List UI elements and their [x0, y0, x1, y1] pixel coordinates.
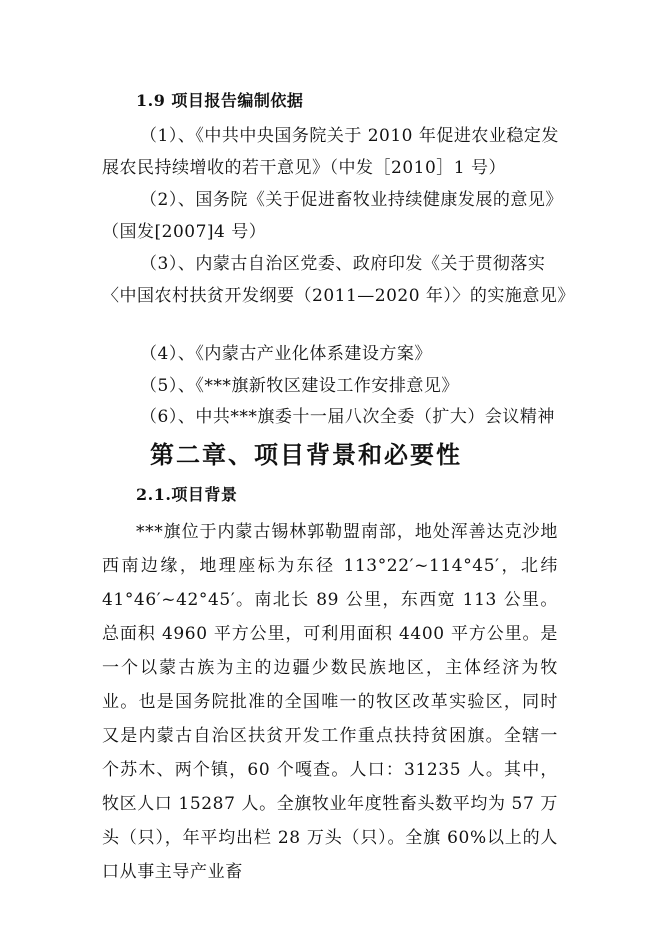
- basis-line-3: （2）、国务院《关于促进畜牧业持续健康发展的意见》: [140, 190, 563, 210]
- basis-line-1: （1）、《中共中央国务院关于 2010 年促进农业稳定发: [140, 126, 559, 146]
- basis-line-2: 展农民持续增收的若干意见》（中发［2010］1 号）: [102, 158, 506, 178]
- basis-line-6: 〈中国农村扶贫开发纲要（2011—2020 年）〉的实施意见》: [102, 286, 575, 306]
- basis-line-9: （6）、中共***旗委十一届八次全委（扩大）会议精神: [140, 407, 555, 427]
- background-paragraph: ***旗位于内蒙古锡林郭勒盟南部，地处浑善达克沙地西南边缘，地理座标为东径 113°22′~114°45′，北纬 41°46′~42°45′。南北长 89 公里，东西宽 113 公里。总面积 4960 平方公里，可利用面积 4400 平方公里。是一个以蒙古族为主的边疆少数民族地区，主体经济为牧业。也是国务院批准的全国唯一的牧区改革实验区，同时又是内蒙古自治区扶贫开发工作重点扶持贫困旗。全辖一个苏木、两个镇，60 个嘎查。人口：31235 人。其中，牧区人口 15287 人。全旗牧业年度牲畜头数平均为 57 万头（只），年平均出栏 28 万头（只）。全旗 60%以上的人口从事主导产业畜: [102, 522, 558, 882]
- chapter-2-title: 第二章、项目背景和必要性: [150, 440, 462, 469]
- basis-line-4: （国发[2007]4 号）: [102, 222, 267, 242]
- basis-line-5: （3）、内蒙古自治区党委、政府印发《关于贯彻落实: [140, 254, 546, 274]
- basis-line-8: （5）、《***旗新牧区建设工作安排意见》: [140, 376, 459, 396]
- basis-line-7: （4）、《内蒙古产业化体系建设方案》: [140, 344, 432, 364]
- section-1-9-heading: 1.9 项目报告编制依据: [136, 91, 304, 110]
- section-2-1-heading: 2.1.项目背景: [136, 485, 238, 504]
